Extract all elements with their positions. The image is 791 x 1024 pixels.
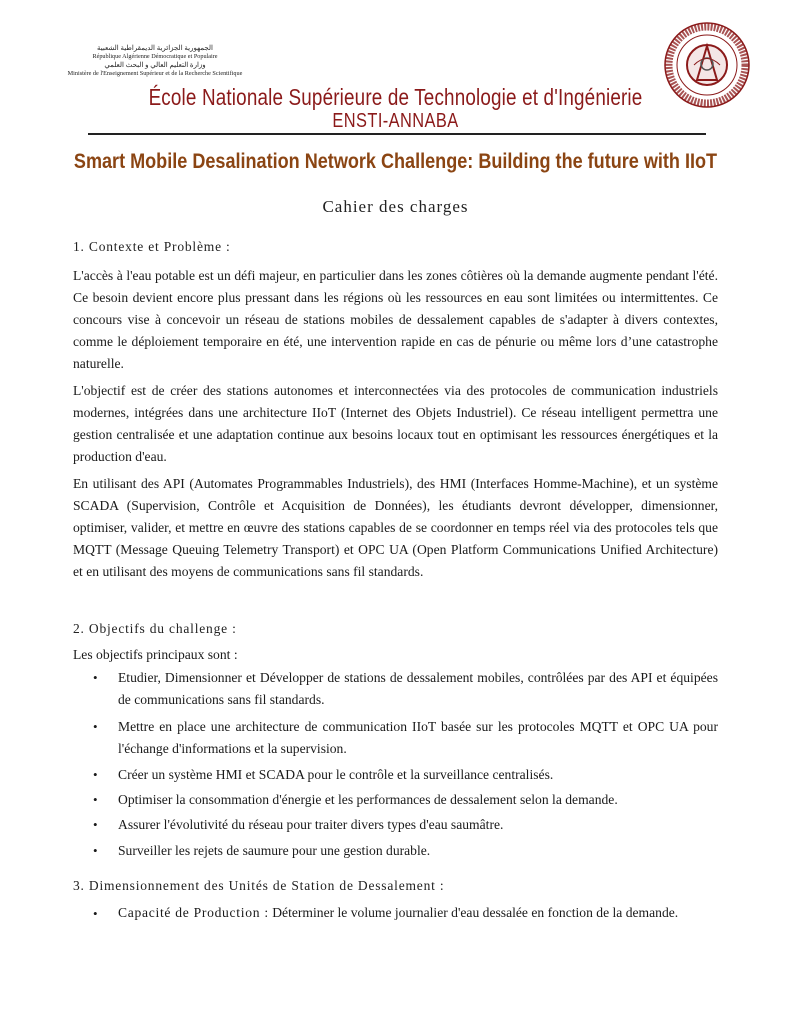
section2-intro: Les objectifs principaux sont : [73, 647, 238, 662]
arabic-republic-line: الجمهورية الجزائرية الديمقراطية الشعبية [97, 44, 213, 52]
document-subtitle: Cahier des charges [322, 197, 469, 216]
ministry-header [40, 44, 270, 78]
objective-item: Optimiser la consommation d'énergie et les performances de dessalement selon la demande. [118, 792, 618, 807]
objective-item: Mettre en place une architecture de communication IIoT basée sur les protocoles MQTT et OPC UA pour l'échange d'informations et la supervision. [118, 719, 718, 756]
objective-item: Créer un système HMI et SCADA pour le contrôle et la surveillance centralisés. [118, 767, 554, 782]
section1-paragraph-3: En utilisant des API (Automates Programmables Industriels), des HMI (Interfaces Homme-Machine), et un système SCADA (Supervision, Contrôle et Acquisition de Données), les étudiants devront développer, dimensionner, optimiser, valider, et mettre en œuvre des stations capables de se coordonner en temps réel via des protocoles tels que MQTT (Message Queuing Telemetry Transport) et OPC UA (Open Platform Communications Unified Architecture) et en utilisant des moyens de communications sans fil standards. [73, 476, 718, 579]
bullet-glyph: • [93, 767, 98, 782]
section1-heading: 1. Contexte et Problème : [73, 239, 231, 254]
objective-item: Surveiller les rejets de saumure pour une gestion durable. [118, 843, 431, 858]
section1-paragraph-2: L'objectif est de créer des stations autonomes et interconnectées via des protocoles de communication industriels modernes, intégrées dans une architecture IIoT (Internet des Objets Industriel). Ce réseau intelligent permettra une gestion centralisée et une adaptation continue aux besoins locaux tout en optimisant les ressources énergétiques et la production d'eau. [73, 383, 718, 464]
capacity-item [118, 902, 718, 924]
section2-heading: 2. Objectifs du challenge : [73, 621, 237, 636]
bullet-glyph: • [93, 719, 98, 734]
school-acronym: ENSTI-ANNABA [332, 110, 459, 132]
arabic-ministry-line: وزارة التعليم العالي و البحث العلمي [104, 61, 206, 70]
section3-heading: 3. Dimensionnement des Unités de Station de Dessalement : [73, 878, 445, 893]
bullet-glyph: • [93, 843, 98, 858]
document-title: Smart Mobile Desalination Network Challenge: Building the future with IIoT [73, 150, 718, 173]
bullet-glyph: • [93, 817, 98, 832]
school-name: École Nationale Supérieure de Technologie et d'Ingénierie [148, 84, 643, 110]
bullet-glyph: • [93, 906, 98, 921]
objective-item: Assurer l'évolutivité du réseau pour traiter divers types d'eau saumâtre. [118, 817, 504, 832]
ministry-line: Ministère de l'Enseignement Supérieur et de la Recherche Scientifique [67, 69, 243, 77]
republic-line: République Algérienne Démocratique et Populaire [92, 52, 218, 60]
header-divider [88, 133, 706, 135]
capacity-term: Capacité de Production : [118, 905, 269, 920]
bullet-glyph: • [93, 670, 98, 685]
objective-item: Etudier, Dimensionner et Développer de stations de dessalement mobiles, contrôlées par des API et équipées de communications sans fil standards. [118, 670, 718, 707]
capacity-text: Déterminer le volume journalier d'eau dessalée en fonction de la demande. [272, 905, 679, 920]
bullet-glyph: • [93, 792, 98, 807]
section1-paragraph-1: L'accès à l'eau potable est un défi majeur, en particulier dans les zones côtières où la demande augmente pendant l'été. Ce besoin devient encore plus pressant dans les régions où les ressources en eau sont limitées ou intermittentes. Ce concours vise à concevoir un réseau de stations mobiles de dessalement capables de s'adapter à divers contextes, comme le déploiement temporaire en été, une intervention rapide en cas de pénurie ou même lors d’une catastrophe naturelle. [73, 268, 718, 371]
